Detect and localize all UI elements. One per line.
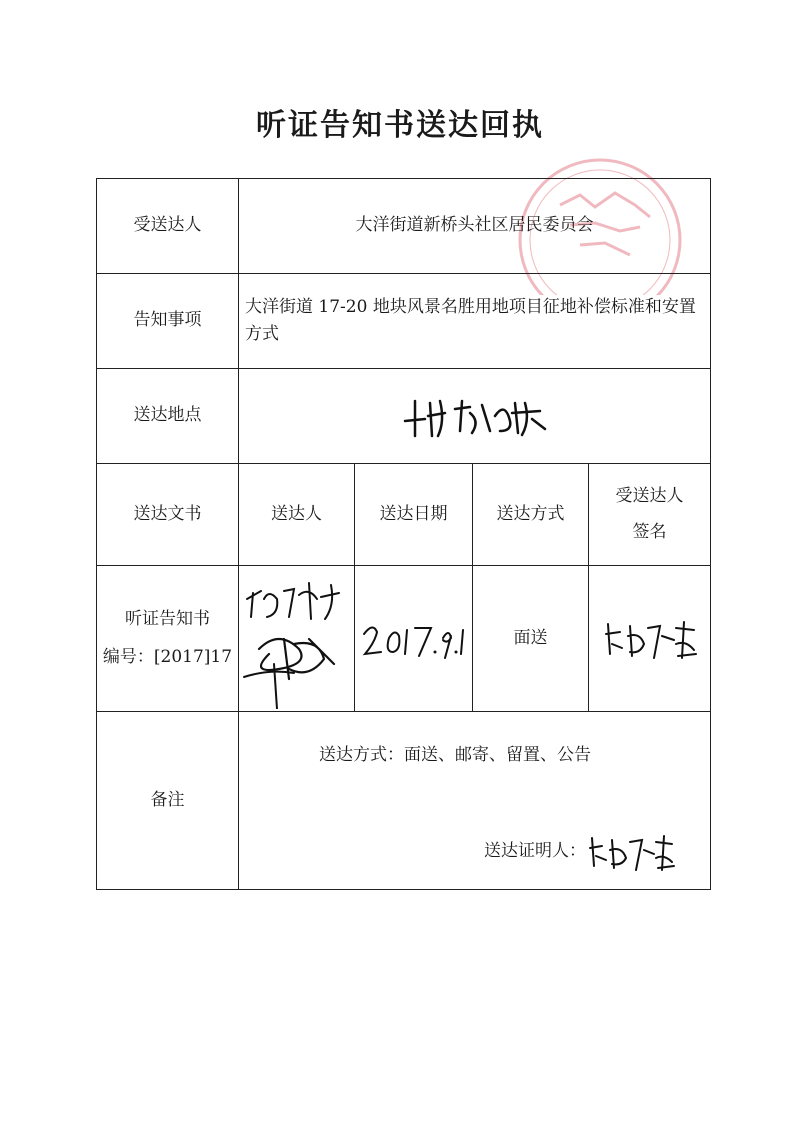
remarks-label: 备注 <box>97 712 239 890</box>
document-name: 听证告知书 <box>125 609 210 630</box>
server-header: 送达人 <box>239 464 355 566</box>
witness-line <box>484 830 676 874</box>
page-title: 听证告知书送达回执 <box>256 108 544 143</box>
remarks-cell <box>239 712 711 890</box>
server-cell <box>239 566 355 712</box>
recipient-value: 大洋街道新桥头社区居民委员会 <box>239 179 711 274</box>
witness-signature <box>586 830 676 874</box>
document-number: 编号：[2017]17 <box>102 646 233 667</box>
matter-row <box>97 274 711 369</box>
date-handwriting <box>359 614 469 664</box>
method-header: 送达方式 <box>473 464 589 566</box>
recipient-label: 受送达人 <box>97 179 239 274</box>
method-value: 面送 <box>473 566 589 712</box>
matter-value: 大洋街道 17-20 地块风景名胜用地项目征地补偿标准和安置方式 <box>239 274 711 369</box>
location-handwriting <box>400 391 550 441</box>
matter-label: 告知事项 <box>97 274 239 369</box>
receipt-table <box>96 178 711 890</box>
delivery-methods-note: 送达方式：面送、邮寄、留置、公告 <box>319 745 591 765</box>
signature-header <box>589 464 711 566</box>
document-header: 送达文书 <box>97 464 239 566</box>
recipient-signature-cell <box>589 566 711 712</box>
location-value <box>239 369 711 464</box>
server-signatures <box>239 569 355 709</box>
witness-label: 送达证明人： <box>484 841 586 862</box>
header-row <box>97 464 711 566</box>
location-row <box>97 369 711 464</box>
recipient-signature <box>600 614 700 664</box>
date-header: 送达日期 <box>355 464 473 566</box>
remarks-row <box>97 712 711 890</box>
signature-header-line1: 受送达人 <box>615 486 684 507</box>
signature-header-line2: 签名 <box>632 521 667 542</box>
location-label: 送达地点 <box>97 369 239 464</box>
entry-row <box>97 566 711 712</box>
recipient-row <box>97 179 711 274</box>
document-cell <box>97 566 239 712</box>
date-cell <box>355 566 473 712</box>
